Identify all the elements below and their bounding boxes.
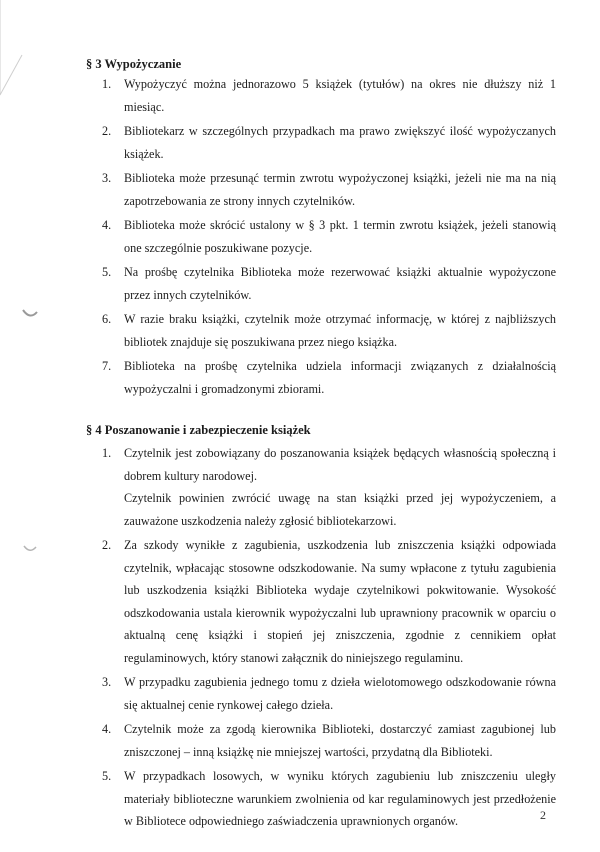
list-item <box>86 765 556 833</box>
list-item <box>86 442 556 532</box>
list-item <box>86 308 556 353</box>
section-4-title: § 4 Poszanowanie i zabezpieczenie książek <box>86 423 311 437</box>
list-item <box>86 120 556 165</box>
punch-hole-mark <box>22 542 38 556</box>
list-item <box>86 718 556 763</box>
item-text: Biblioteka na prośbę czytelnika udziela informacji związanych z działalnością wypożyczalni i gromadzonymi zbiorami. <box>124 359 556 396</box>
list-item <box>86 355 556 400</box>
section-3-list <box>86 73 556 400</box>
item-text: Biblioteka może przesunąć termin zwrotu wypożyczonej książki, jeżeli nie ma na nią zapotrzebowania ze strony innych czytelników. <box>124 171 556 208</box>
item-text: Wypożyczyć można jednorazowo 5 książek (tytułów) na okres nie dłuższy niż 1 miesiąc. <box>124 77 556 114</box>
list-item <box>86 534 556 669</box>
item-text: Czytelnik może za zgodą kierownika Biblioteki, dostarczyć zamiast zagubionej lub zniszczonej – inną książkę nie mniejszej wartości, przydatną dla Biblioteki. <box>124 722 556 759</box>
section-4-list <box>86 442 556 833</box>
item-text: W razie braku książki, czytelnik może otrzymać informację, w której z najbliższych bibliotek znajduje się poszukiwana przez niego książka. <box>124 312 556 349</box>
item-number: 1. <box>102 446 112 460</box>
item-text: Biblioteka może skrócić ustalony w § 3 pkt. 1 termin zwrotu książek, jeżeli stanowią one szczególnie poszukiwane pozycje. <box>124 218 556 255</box>
item-number: 3. <box>102 171 112 185</box>
item-number: 2. <box>102 124 112 138</box>
item-number: 5. <box>102 769 112 783</box>
page-fold-mark <box>0 0 40 120</box>
section-4 <box>86 421 556 833</box>
item-number: 7. <box>102 359 112 373</box>
item-text: W przypadkach losowych, w wyniku których zagubieniu lub zniszczeniu uległy materiały biblioteczne warunkiem zwolnienia od kar regulaminowych jest przedłożenie w Bibliotece odpowiedniego zaświadczenia uprawnionych organów. <box>124 769 556 828</box>
list-item <box>86 73 556 118</box>
item-text: W przypadku zagubienia jednego tomu z dzieła wielotomowego odszkodowanie równa się aktualnej cenie rynkowej całego dzieła. <box>124 675 556 712</box>
section-3 <box>86 55 556 400</box>
item-text: Bibliotekarz w szczególnych przypadkach ma prawo zwiększyć ilość wypożyczanych książek. <box>124 124 556 161</box>
item-number: 5. <box>102 265 112 279</box>
section-3-title: § 3 Wypożyczanie <box>86 57 182 71</box>
item-text: Czytelnik jest zobowiązany do poszanowania książek będących własnością społeczną i dobrem kultury narodowej. <box>124 446 556 483</box>
item-number: 4. <box>102 722 112 736</box>
list-item <box>86 261 556 306</box>
item-text: Za szkody wynikłe z zagubienia, uszkodzenia lub zniszczenia książki odpowiada czytelnik, wpłacając stosowne odszkodowanie. Na sumy wpłacone z tytułu zagubienia lub uszkodzenia książki Biblioteka wydaje czytelnikowi pokwitowanie. Wysokość odszkodowania ustala kierownik wypożyczalni lub uprawniony pracownik w oparciu o aktualną cenę książki i stopień jej zniszczenia, zgodnie z cennikiem opłat regulaminowych, który stanowi załącznik do niniejszego regulaminu. <box>124 538 556 665</box>
item-number: 1. <box>102 77 112 91</box>
list-item <box>86 214 556 259</box>
item-number: 4. <box>102 218 112 232</box>
page-number: 2 <box>540 808 546 822</box>
item-subparagraph: Czytelnik powinien zwrócić uwagę na stan książki przed jej wypożyczeniem, a zauważone uszkodzenia należy zgłosić bibliotekarzowi. <box>124 491 556 528</box>
list-item <box>86 167 556 212</box>
item-number: 2. <box>102 538 112 552</box>
item-number: 6. <box>102 312 112 326</box>
document-body <box>86 55 556 835</box>
list-item <box>86 671 556 716</box>
item-number: 3. <box>102 675 112 689</box>
item-text: Na prośbę czytelnika Biblioteka może rezerwować książki aktualnie wypożyczone przez innych czytelników. <box>124 265 556 302</box>
punch-hole-mark <box>22 306 38 320</box>
